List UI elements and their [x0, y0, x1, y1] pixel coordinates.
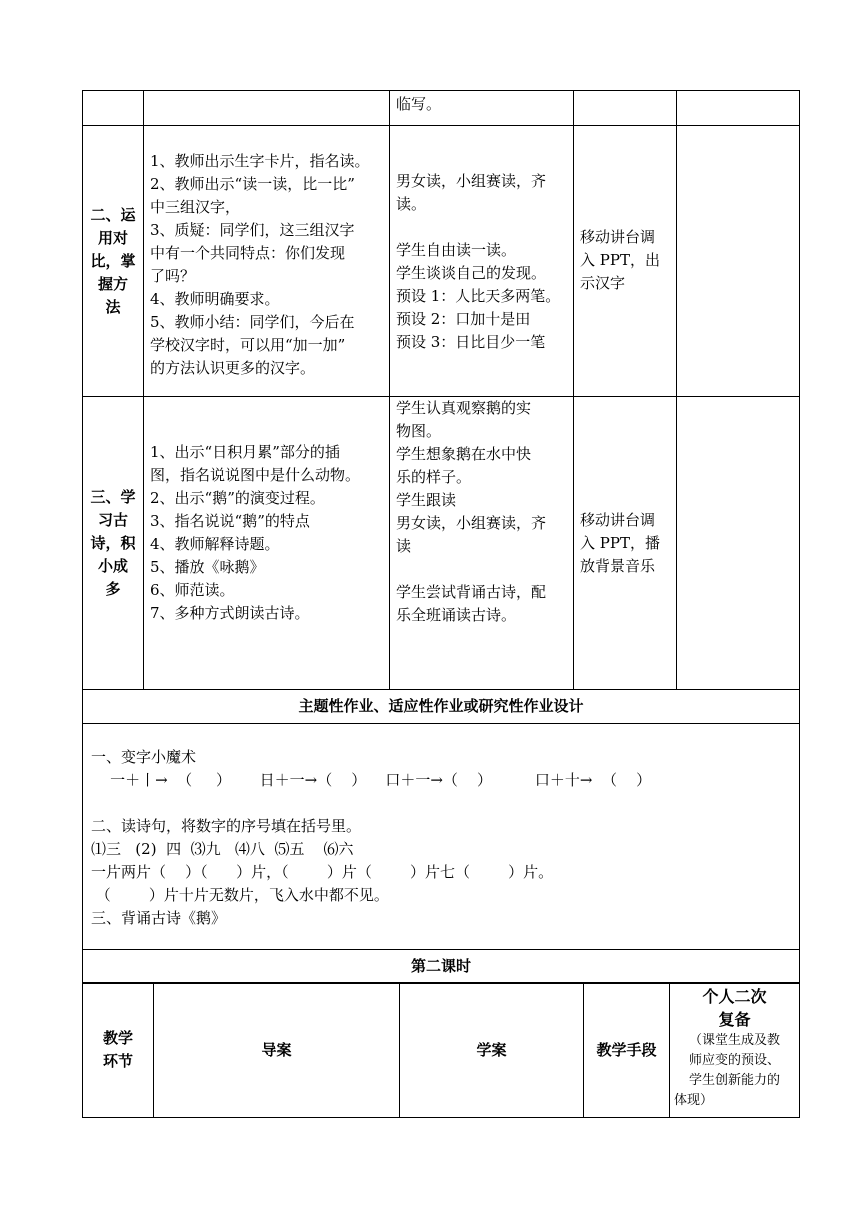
stage-line: 三、学	[90, 487, 136, 506]
table-row	[83, 690, 800, 724]
study-cell	[390, 91, 574, 126]
table-row	[83, 126, 800, 397]
stage-cell	[83, 126, 144, 397]
homework-line: （ ）片十片无数片，飞入水中都不见。	[91, 886, 389, 904]
study-text: 临写。	[396, 95, 442, 113]
means-line: 入 PPT，出	[580, 251, 660, 269]
lesson2-header-table	[82, 982, 800, 1118]
homework-line: 二、读诗句，将数字的序号填在括号里。	[91, 817, 362, 835]
study-line: 学生谈谈自己的发现。	[396, 264, 547, 282]
means-line: 移动讲台调	[580, 511, 656, 529]
header-stage	[83, 983, 154, 1118]
stage-line: 多	[105, 579, 121, 598]
header-personal-title: 个人二次	[702, 987, 767, 1006]
guide-line: 1、教师出示生字卡片，指名读。	[150, 152, 370, 170]
homework-line: ⑴三 (2) 四 ⑶九 ⑷八 ⑸五 ⑹六	[91, 840, 354, 858]
personal-cell	[677, 397, 800, 690]
stage-line: 用对	[97, 228, 128, 247]
study-line: 乐全班诵读古诗。	[396, 606, 517, 624]
header-personal-title: 复备	[718, 1010, 751, 1029]
guide-line: 7、多种方式朗读古诗。	[150, 604, 310, 622]
header-study: 学案	[400, 983, 584, 1118]
study-line: 学生尝试背诵古诗，配	[396, 583, 547, 601]
study-line: 学生跟读	[396, 491, 457, 509]
guide-line: 5、教师小结：同学们，今后在	[150, 313, 355, 331]
study-line: 乐的样子。	[396, 468, 472, 486]
study-cell	[390, 126, 574, 397]
study-line	[396, 216, 567, 239]
homework-line: 三、背诵古诗《鹅》	[91, 909, 227, 927]
study-line: 男女读，小组赛读，齐	[396, 514, 547, 532]
stage-line: 法	[105, 297, 121, 316]
homework-heading: 主题性作业、适应性作业或研究性作业设计	[83, 690, 800, 724]
guide-cell	[144, 91, 390, 126]
header-personal-note: 体现）	[674, 1093, 714, 1108]
study-line: 学生自由读一读。	[396, 241, 517, 259]
homework-line	[91, 792, 791, 815]
lesson2-title: 第二课时	[83, 950, 800, 984]
header-personal-note: 学生创新能力的	[688, 1073, 780, 1088]
means-line: 示汉字	[580, 274, 626, 292]
study-line: 读。	[396, 195, 427, 213]
table-row	[83, 397, 800, 690]
table-row	[83, 724, 800, 950]
guide-cell	[144, 126, 390, 397]
header-personal-note: 师应变的预设、	[688, 1053, 780, 1068]
means-cell	[574, 91, 677, 126]
guide-line: 2、教师出示“读一读，比一比”	[150, 175, 355, 193]
guide-line: 1、出示“日积月累”部分的插	[150, 443, 340, 461]
stage-line: 习古	[97, 510, 128, 529]
means-cell	[574, 126, 677, 397]
personal-cell	[677, 126, 800, 397]
header-personal-note: （课堂生成及教	[688, 1033, 780, 1048]
study-line: 男女读，小组赛读，齐	[396, 172, 547, 190]
homework-line: 一、变字小魔术	[91, 748, 197, 766]
guide-line: 3、指名说说“鹅”的特点	[150, 512, 310, 530]
header-personal	[670, 983, 800, 1118]
guide-line: 4、教师解释诗题。	[150, 535, 280, 553]
guide-line: 6、师范读。	[150, 581, 235, 599]
stage-line: 二、运	[90, 205, 136, 224]
study-line: 预设 1：人比天多两笔。	[396, 287, 561, 305]
means-cell	[574, 397, 677, 690]
table-row	[83, 983, 800, 1118]
guide-line: 图，指名说说图中是什么动物。	[150, 466, 361, 484]
study-line: 学生认真观察鹅的实	[396, 399, 532, 417]
guide-line: 了吗？	[150, 267, 196, 285]
stage-line: 诗，积	[90, 533, 136, 552]
study-line: 预设 2：口加十是田	[396, 310, 531, 328]
homework-line: 一片两片（ ）（ ）片，（ ）片（ ）片七（ ）片。	[91, 863, 554, 881]
homework-line: 一＋丨→ （ ） 日＋一→（ ） 口＋一→（ ） 口＋十→ （ ）	[91, 771, 652, 789]
stage-cell	[83, 91, 144, 126]
header-stage-line: 教学	[102, 1029, 133, 1047]
header-stage-line: 环节	[102, 1052, 133, 1070]
table-row	[83, 950, 800, 984]
guide-line: 学校汉字时，可以用“加一加”	[150, 336, 346, 354]
study-line: 物图。	[396, 422, 442, 440]
study-line: 学生想象鹅在水中快	[396, 445, 532, 463]
personal-cell	[677, 91, 800, 126]
study-line	[396, 558, 567, 581]
stage-cell	[83, 397, 144, 690]
means-line: 放背景音乐	[580, 557, 656, 575]
means-line: 入 PPT，播	[580, 534, 660, 552]
study-line: 预设 3：日比目少一笔	[396, 333, 546, 351]
stage-line: 比，掌	[90, 251, 136, 270]
stage-line: 握方	[97, 274, 128, 293]
guide-line: 的方法认识更多的汉字。	[150, 359, 316, 377]
guide-line: 2、出示“鹅”的演变过程。	[150, 489, 325, 507]
header-guide: 导案	[154, 983, 400, 1118]
guide-line: 5、播放《咏鹅》	[150, 558, 265, 576]
homework-content	[83, 724, 800, 950]
lesson-table	[82, 90, 800, 984]
guide-line: 中三组汉字，	[150, 198, 241, 216]
stage-line: 小成	[97, 556, 128, 575]
guide-line: 3、质疑：同学们，这三组汉字	[150, 221, 355, 239]
guide-line: 4、教师明确要求。	[150, 290, 280, 308]
guide-cell	[144, 397, 390, 690]
study-line: 读	[396, 537, 412, 555]
header-means: 教学手段	[584, 983, 670, 1118]
study-cell	[390, 397, 574, 690]
table-row	[83, 91, 800, 126]
guide-line: 中有一个共同特点：你们发现	[150, 244, 346, 262]
means-line: 移动讲台调	[580, 228, 656, 246]
